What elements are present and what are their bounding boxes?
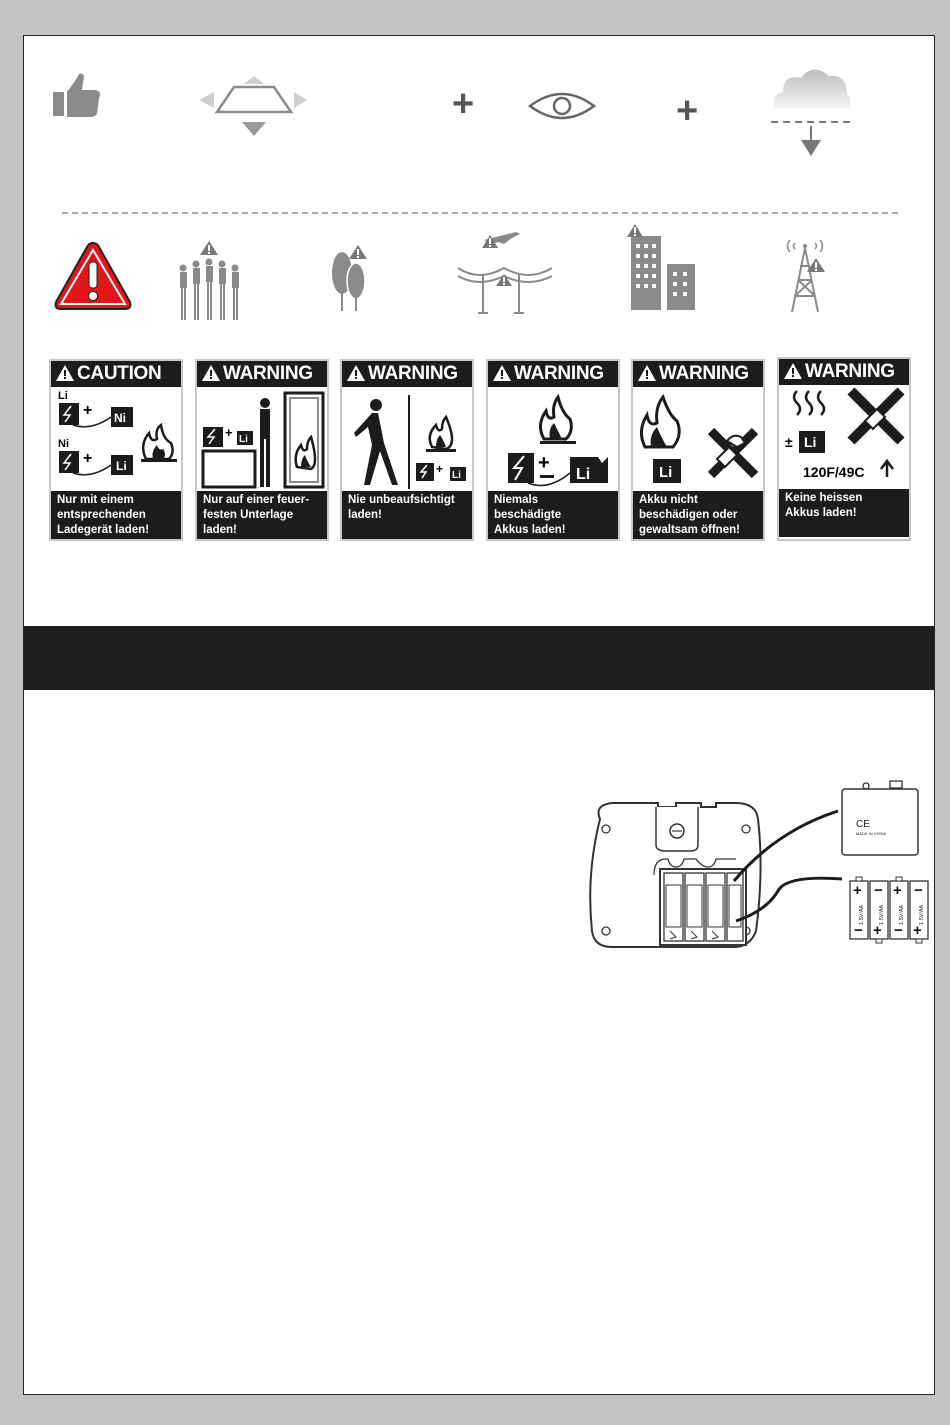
sign-header: WARNING bbox=[342, 361, 472, 387]
charger-compatibility-pictogram bbox=[51, 387, 181, 491]
sign-text: Akku nicht beschädigen oder gewaltsam öffnen! bbox=[633, 491, 763, 539]
aa-batteries bbox=[850, 877, 928, 943]
warning-sign-damaged-battery bbox=[486, 359, 620, 541]
thumbs-up-icon bbox=[50, 70, 106, 120]
svg-text:1.5V/AA: 1.5V/AA bbox=[859, 904, 865, 925]
svg-text:±: ± bbox=[785, 434, 793, 450]
svg-text:1.5V/AA: 1.5V/AA bbox=[919, 904, 925, 925]
sign-label: Li bbox=[58, 390, 68, 402]
antenna-tower-hazard-icon bbox=[780, 236, 832, 316]
alert-triangle-icon bbox=[201, 364, 221, 382]
sign-label: Li bbox=[659, 464, 673, 481]
sign-header: CAUTION bbox=[51, 361, 181, 387]
section-header-band bbox=[24, 626, 934, 690]
warning-triangle-icon bbox=[53, 240, 133, 312]
plus-sign: + bbox=[452, 83, 475, 125]
warning-sign-fireproof-surface bbox=[195, 359, 329, 541]
svg-text:+: + bbox=[853, 882, 862, 899]
sign-text: Nur auf einer feuer- festen Unterlage laden! bbox=[197, 491, 327, 539]
sign-label: Li bbox=[804, 434, 817, 450]
sign-header: WARNING bbox=[488, 361, 618, 387]
sign-label: Li bbox=[116, 459, 127, 473]
svg-text:+: + bbox=[538, 452, 550, 474]
warning-sign-do-not-open bbox=[631, 359, 765, 541]
svg-text:1.5V/AA: 1.5V/AA bbox=[879, 904, 885, 925]
sign-text: Nur mit einem entsprechenden Ladegerät laden! bbox=[51, 491, 181, 539]
hot-battery-pictogram bbox=[779, 385, 909, 489]
svg-text:−: − bbox=[914, 882, 923, 899]
svg-text:+: + bbox=[913, 922, 922, 939]
alert-triangle-icon bbox=[55, 364, 75, 382]
alert-triangle-icon bbox=[783, 362, 803, 380]
sign-label: Ni bbox=[114, 411, 126, 425]
crowd-hazard-icon bbox=[176, 240, 242, 322]
display-pyramid-icon bbox=[199, 76, 309, 138]
module-label: CE bbox=[856, 819, 870, 830]
alert-triangle-icon bbox=[637, 364, 657, 382]
svg-text:+: + bbox=[83, 450, 93, 467]
svg-text:−: − bbox=[854, 922, 863, 939]
damaged-battery-pictogram bbox=[488, 387, 618, 491]
sign-label: Li bbox=[239, 434, 248, 445]
plus-sign: + bbox=[676, 90, 699, 132]
unattended-charging-pictogram bbox=[342, 387, 472, 491]
sign-header: WARNING bbox=[197, 361, 327, 387]
sign-label: Li bbox=[452, 470, 461, 481]
eye-icon bbox=[527, 88, 597, 124]
caution-sign-charger bbox=[49, 359, 183, 541]
sign-text: Nie unbeaufsichtigt laden! bbox=[342, 491, 472, 539]
alert-triangle-icon bbox=[346, 364, 366, 382]
svg-text:+: + bbox=[893, 882, 902, 899]
battery-installation-diagram bbox=[586, 771, 925, 956]
sign-label: Li bbox=[576, 466, 591, 483]
svg-text:1.5V/AA: 1.5V/AA bbox=[899, 904, 905, 925]
svg-text:−: − bbox=[894, 922, 903, 939]
manual-page bbox=[23, 35, 935, 1395]
warning-sign-unattended bbox=[340, 359, 474, 541]
trees-hazard-icon bbox=[330, 241, 370, 313]
buildings-hazard-icon bbox=[627, 224, 699, 312]
temperature-label: 120F/49C bbox=[803, 464, 865, 480]
svg-text:+: + bbox=[83, 402, 93, 419]
svg-text:+: + bbox=[225, 425, 233, 440]
alert-triangle-icon bbox=[492, 364, 512, 382]
svg-text:−: − bbox=[874, 882, 883, 899]
sign-header: WARNING bbox=[779, 359, 909, 385]
sign-text: Keine heissen Akkus laden! bbox=[779, 489, 909, 537]
svg-text:+: + bbox=[873, 922, 882, 939]
svg-text:+: + bbox=[436, 462, 444, 476]
divider bbox=[62, 212, 898, 214]
cloud-download-icon bbox=[769, 64, 855, 160]
module-small-text: MADE IN CHINA bbox=[856, 831, 887, 836]
sign-text: Niemals beschädigte Akkus laden! bbox=[488, 491, 618, 539]
warning-sign-hot-battery bbox=[777, 357, 911, 541]
fireproof-surface-pictogram bbox=[197, 387, 327, 491]
sign-label: Ni bbox=[58, 438, 69, 450]
do-not-open-pictogram bbox=[633, 387, 763, 491]
sign-header: WARNING bbox=[633, 361, 763, 387]
powerlines-airplane-hazard-icon bbox=[454, 224, 554, 318]
